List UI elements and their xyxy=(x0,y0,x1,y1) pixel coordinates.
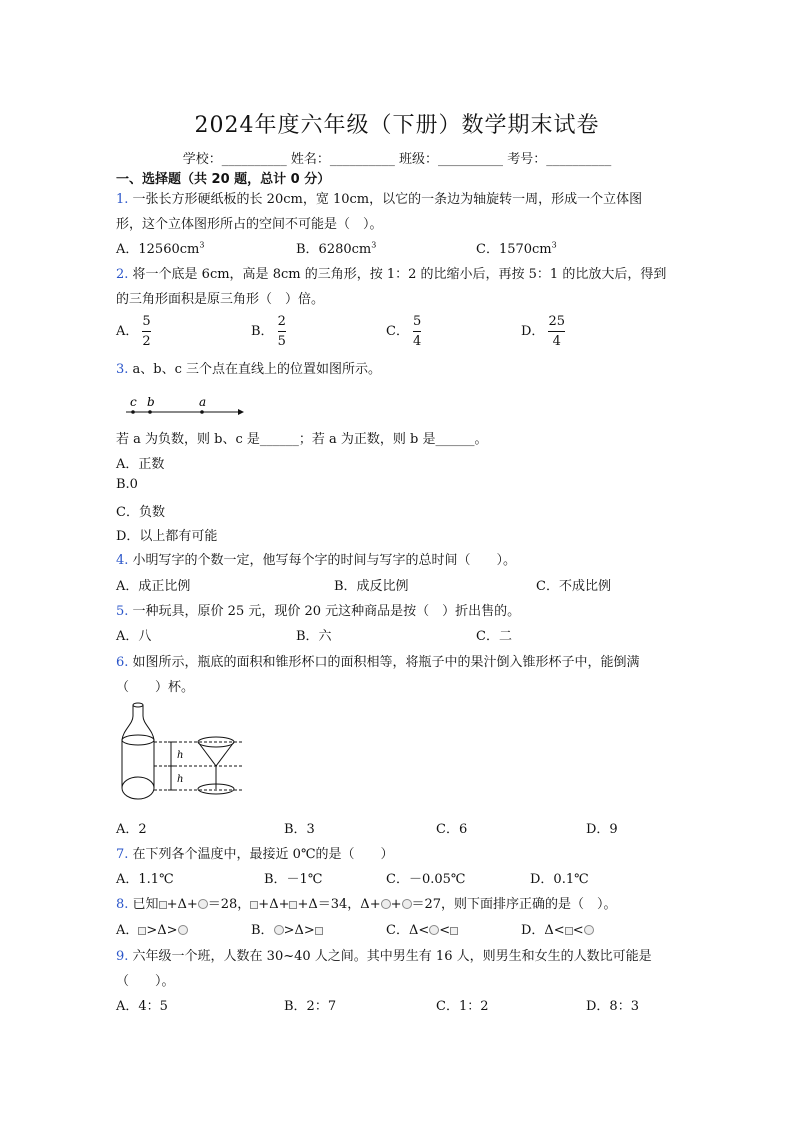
question-2-line-1 xyxy=(116,263,666,282)
q4-option-b[interactable]: B．成反比例 xyxy=(334,579,409,594)
q6-option-b[interactable]: B．3 xyxy=(284,822,315,837)
point-b xyxy=(148,410,152,414)
question-2-number: 2. xyxy=(116,267,129,282)
q2-option-a[interactable]: A． $\frac{5}{2}$ xyxy=(116,314,151,349)
question-6-line-1 xyxy=(116,651,640,670)
square-icon xyxy=(450,927,458,935)
question-7-number: 7. xyxy=(116,847,129,862)
q7-option-b[interactable]: B．－1℃ xyxy=(264,872,323,887)
question-6-text: 如图所示，瓶底的面积和锥形杯口的面积相等，将瓶子中的果汁倒入锥形杯子中，能倒满 xyxy=(132,655,640,670)
question-9-text: 六年级一个班，人数在 30~40 人之间。其中男生有 16 人，则男生和女生的人数比可能是 xyxy=(132,949,652,964)
question-1-text: 一张长方形硬纸板的长 20cm，宽 10cm，以它的一条边为轴旋转一周，形成一个立体图 xyxy=(132,192,643,207)
question-1-line-1 xyxy=(116,188,642,207)
q4-option-a[interactable]: A．成正比例 xyxy=(116,579,191,594)
height-guides xyxy=(154,742,243,790)
circle-icon xyxy=(178,925,188,935)
circle-icon xyxy=(381,899,391,909)
point-label-a: a xyxy=(199,395,207,409)
q2-option-b[interactable]: B． $\frac{2}{5}$ xyxy=(251,314,286,349)
circle-icon xyxy=(198,899,208,909)
question-7-text: 在下列各个温度中，最接近 0℃的是（ ） xyxy=(132,847,394,862)
q7-option-a[interactable]: A．1.1℃ xyxy=(116,872,174,887)
question-8-number: 8. xyxy=(116,897,129,912)
cone-cup-icon xyxy=(198,737,234,794)
q7-option-d[interactable]: D．0.1℃ xyxy=(530,872,589,887)
question-9-line-2: （ ）。 xyxy=(116,974,175,989)
q1-option-c[interactable]: C．$1570cm^3$ xyxy=(476,240,557,257)
question-5-number: 5. xyxy=(116,604,129,619)
question-9-line-1 xyxy=(116,945,652,964)
q5-option-c[interactable]: C．二 xyxy=(476,629,512,644)
q1-option-a[interactable]: A．$12560cm^3$ xyxy=(116,240,205,257)
bottle-icon xyxy=(122,703,154,799)
q1-option-b[interactable]: B．$6280cm^3$ xyxy=(296,240,377,257)
height-label-2: h xyxy=(177,774,184,785)
question-4-number: 4. xyxy=(116,553,129,568)
bottle-cone-figure xyxy=(115,700,250,806)
circle-icon xyxy=(402,899,412,909)
student-info-line: 学校：__________ 姓名：__________ 班级：__________ 考号：__________ xyxy=(182,152,612,167)
number-line-arrow xyxy=(238,409,244,415)
circle-icon xyxy=(584,925,594,935)
question-7-line-1 xyxy=(116,843,394,862)
question-2-text: 将一个底是 6cm，高是 8cm 的三角形，按 1：2 的比缩小后，再按 5：1 的比放大后，得到 xyxy=(132,267,667,282)
number-line-figure xyxy=(120,392,250,418)
q2-option-c[interactable]: C． $\frac{5}{4}$ xyxy=(386,314,422,349)
question-6-number: 6. xyxy=(116,655,129,670)
question-1-number: 1. xyxy=(116,192,129,207)
question-9-number: 9. xyxy=(116,949,129,964)
point-c xyxy=(131,410,135,414)
q3-option-c[interactable]: C．负数 xyxy=(116,505,165,520)
page-title: 2024年度六年级（下册）数学期末试卷 xyxy=(194,113,600,138)
circle-icon xyxy=(429,925,439,935)
q6-option-d[interactable]: D．9 xyxy=(586,822,618,837)
point-label-b: b xyxy=(147,395,155,409)
question-4-line-1 xyxy=(116,549,516,568)
q8-option-d[interactable]: D．Δ< < xyxy=(521,919,594,938)
section-heading: 一、选择题（共 20 题，总计 0 分） xyxy=(116,172,331,187)
square-icon xyxy=(159,901,167,909)
question-3-number: 3. xyxy=(116,362,129,377)
question-5-text: 一种玩具，原价 25 元，现价 20 元这种商品是按（ ）折出售的。 xyxy=(132,604,521,619)
q3-option-d[interactable]: D．以上都有可能 xyxy=(116,529,218,544)
q9-option-b[interactable]: B．2：7 xyxy=(284,999,337,1014)
q8-option-b[interactable]: B． >Δ> xyxy=(251,919,323,938)
q5-option-a[interactable]: A．八 xyxy=(116,629,152,644)
q3-option-a[interactable]: A．正数 xyxy=(116,457,165,472)
height-label-1: h xyxy=(177,750,184,761)
question-3-line-2: 若 a 为负数，则 b、c 是______；若 a 为正数，则 b 是______。 xyxy=(116,432,488,447)
point-label-c: c xyxy=(130,395,137,409)
q8-option-a[interactable]: A． >Δ> xyxy=(116,919,188,938)
q8-option-c[interactable]: C．Δ< < xyxy=(386,919,458,938)
square-icon xyxy=(315,927,323,935)
question-8-line-1: 8. 已知 +Δ+ ＝28， +Δ+ +Δ＝34，Δ+ + ＝27，则下面排序正确的是（ ）。 xyxy=(116,897,617,912)
q9-option-a[interactable]: A．4：5 xyxy=(116,999,168,1014)
q2-option-d[interactable]: D． $\frac{25}{4}$ xyxy=(521,314,565,349)
circle-icon xyxy=(274,925,284,935)
q7-option-c[interactable]: C．－0.05℃ xyxy=(386,872,466,887)
question-3-line-1 xyxy=(116,358,381,377)
question-1-line-2: 形，这个立体图形所占的空间不可能是（ ）。 xyxy=(116,217,383,232)
q9-option-c[interactable]: C．1：2 xyxy=(436,999,489,1014)
question-3-text: a、b、c 三个点在直线上的位置如图所示。 xyxy=(132,362,382,377)
q6-option-a[interactable]: A．2 xyxy=(116,822,147,837)
q5-option-b[interactable]: B．六 xyxy=(296,629,332,644)
q3-option-b[interactable]: B.0 xyxy=(116,477,138,492)
point-a xyxy=(200,410,204,414)
q4-option-c[interactable]: C．不成比例 xyxy=(536,579,611,594)
question-6-line-2: （ ）杯。 xyxy=(116,680,195,695)
q6-option-c[interactable]: C．6 xyxy=(436,822,468,837)
question-4-text: 小明写字的个数一定，他写每个字的时间与写字的总时间（ ）。 xyxy=(132,553,517,568)
question-2-line-2: 的三角形面积是原三角形（ ）倍。 xyxy=(116,292,325,307)
height-markers xyxy=(168,742,174,790)
q9-option-d[interactable]: D．8：3 xyxy=(586,999,639,1014)
question-5-line-1 xyxy=(116,600,520,619)
square-icon xyxy=(565,927,573,935)
